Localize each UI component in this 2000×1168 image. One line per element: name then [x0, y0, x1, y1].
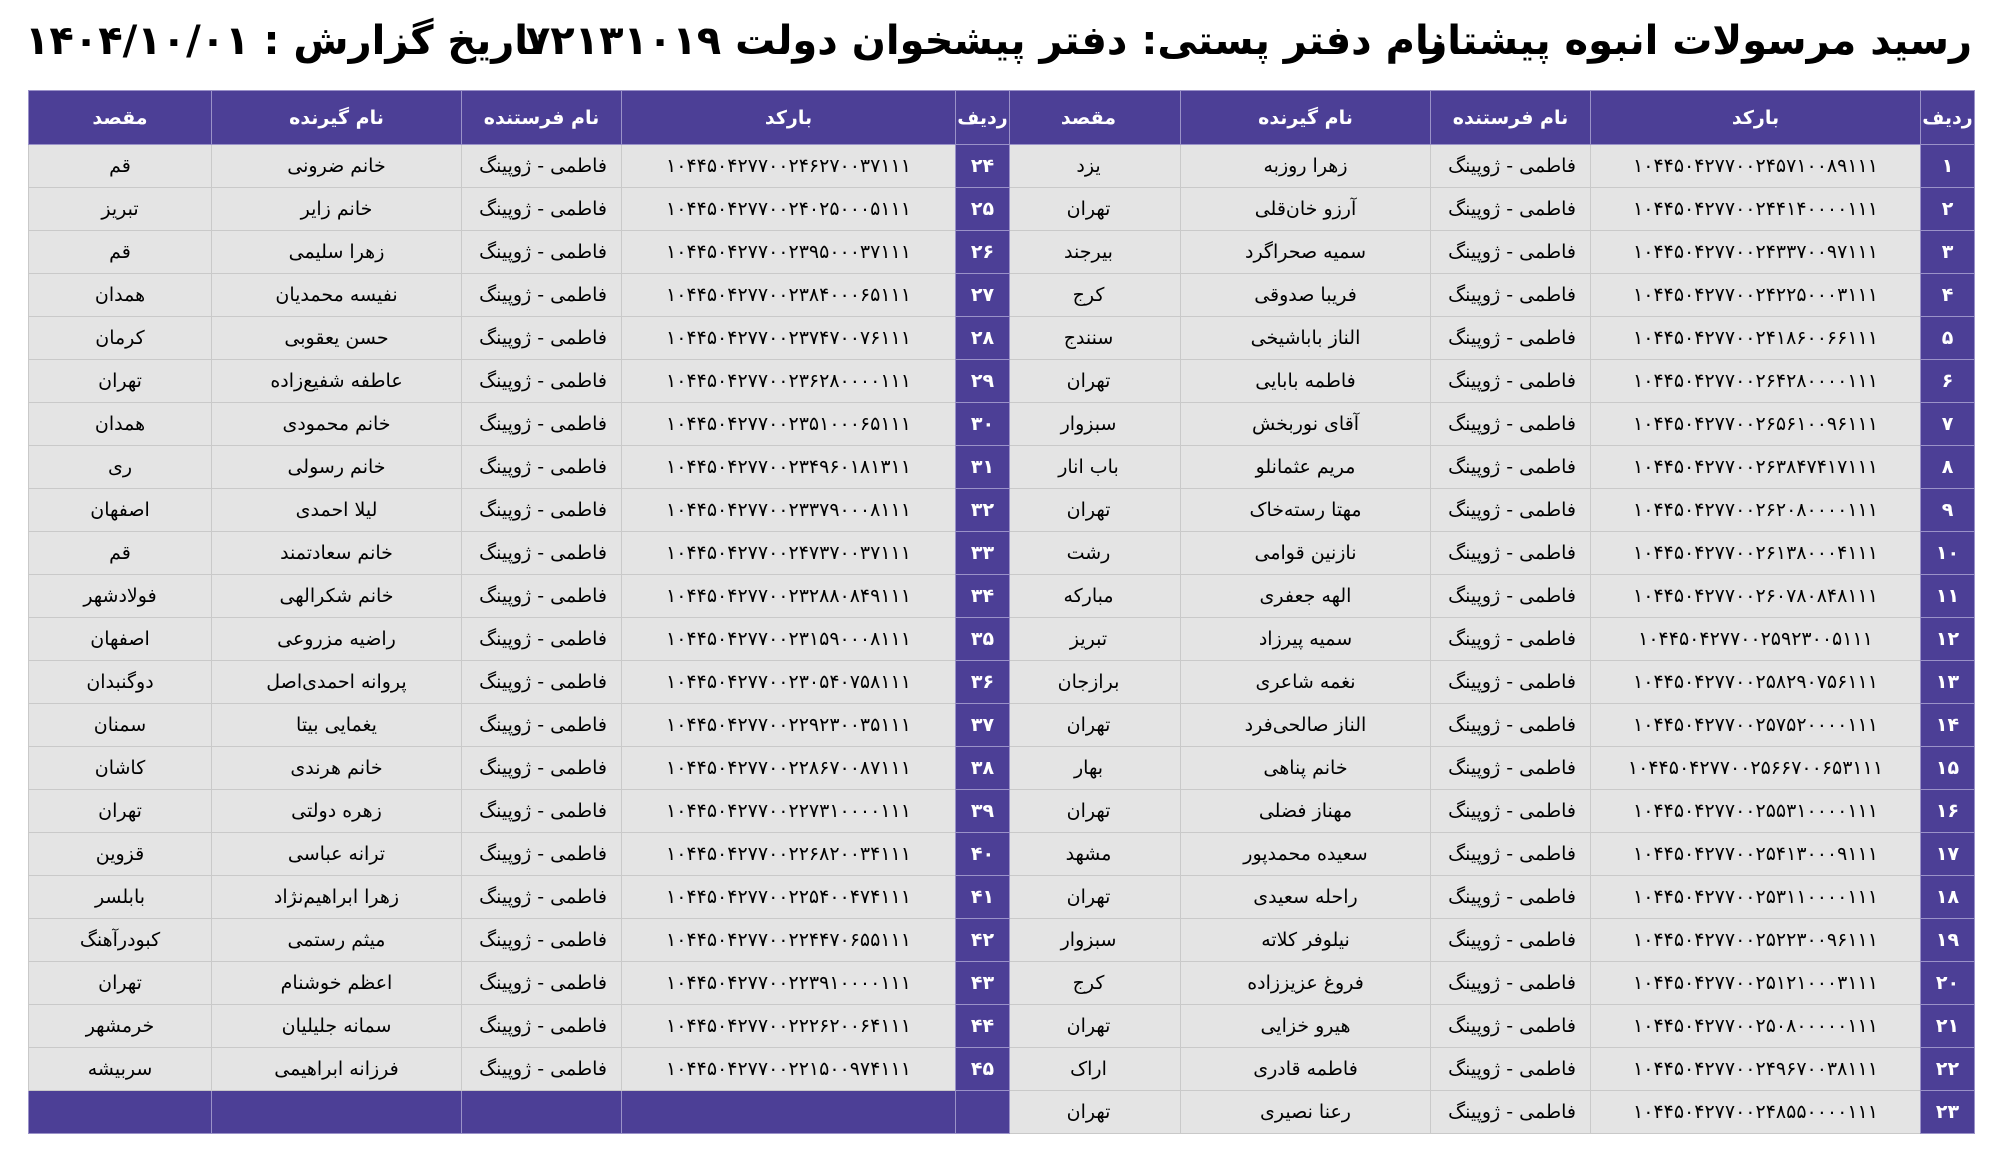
- row-number-cell: ۱۷: [1921, 833, 1975, 876]
- barcode-cell: ۱۰۴۴۵۰۴۲۷۷۰۰۲۳۲۸۸۰۸۴۹۱۱۱: [622, 575, 956, 618]
- destination-cell: همدان: [29, 274, 212, 317]
- destination-cell: تهران: [29, 790, 212, 833]
- sender-cell: فاطمی - ژوپینگ: [462, 876, 622, 919]
- table-row: [29, 962, 1010, 1005]
- row-number-cell: ۳: [1921, 231, 1975, 274]
- table-row: [997, 1048, 1975, 1091]
- sender-cell: فاطمی - ژوپینگ: [462, 1005, 622, 1048]
- receiver-cell: ترانه عباسی: [212, 833, 462, 876]
- sender-cell: فاطمی - ژوپینگ: [1431, 188, 1591, 231]
- barcode-cell: ۱۰۴۴۵۰۴۲۷۷۰۰۲۲۸۶۷۰۰۸۷۱۱۱: [622, 747, 956, 790]
- row-number-cell: ۳۹: [956, 790, 1010, 833]
- row-number-cell: ۲۳: [1921, 1091, 1975, 1134]
- col-header-row-number: ردیف: [1921, 91, 1975, 145]
- row-number-cell: ۳۴: [956, 575, 1010, 618]
- receiver-cell: سمیه صحراگرد: [1181, 231, 1431, 274]
- receiver-cell: فاطمه قادری: [1181, 1048, 1431, 1091]
- barcode-cell: ۱۰۴۴۵۰۴۲۷۷۰۰۲۶۵۶۱۰۰۹۶۱۱۱: [1591, 403, 1921, 446]
- row-number-cell: ۲۴: [956, 145, 1010, 188]
- barcode-cell: ۱۰۴۴۵۰۴۲۷۷۰۰۲۲۶۸۲۰۰۳۴۱۱۱: [622, 833, 956, 876]
- table-row: [997, 833, 1975, 876]
- receiver-cell: خانم زایر: [212, 188, 462, 231]
- barcode-cell: ۱۰۴۴۵۰۴۲۷۷۰۰۲۲۷۳۱۰۰۰۰۱۱۱: [622, 790, 956, 833]
- receiver-cell: فریبا صدوقی: [1181, 274, 1431, 317]
- barcode-cell: ۱۰۴۴۵۰۴۲۷۷۰۰۲۵۵۳۱۰۰۰۰۱۱۱: [1591, 790, 1921, 833]
- sender-cell: فاطمی - ژوپینگ: [462, 403, 622, 446]
- row-number-cell: ۲۰: [1921, 962, 1975, 1005]
- barcode-cell: ۱۰۴۴۵۰۴۲۷۷۰۰۲۳۱۵۹۰۰۰۸۱۱۱: [622, 618, 956, 661]
- sender-cell: فاطمی - ژوپینگ: [1431, 876, 1591, 919]
- table-row: [997, 919, 1975, 962]
- receiver-cell: خانم ضرونی: [212, 145, 462, 188]
- sender-cell: فاطمی - ژوپینگ: [462, 532, 622, 575]
- destination-cell: اصفهان: [29, 489, 212, 532]
- barcode-cell: ۱۰۴۴۵۰۴۲۷۷۰۰۲۶۴۲۸۰۰۰۰۱۱۱: [1591, 360, 1921, 403]
- sender-cell: فاطمی - ژوپینگ: [462, 188, 622, 231]
- table-row: [997, 446, 1975, 489]
- row-number-cell: ۱۲: [1921, 618, 1975, 661]
- destination-cell: باب انار: [997, 446, 1181, 489]
- table-row: [29, 446, 1010, 489]
- row-number-cell: ۶: [1921, 360, 1975, 403]
- barcode-cell: ۱۰۴۴۵۰۴۲۷۷۰۰۲۴۸۵۵۰۰۰۰۱۱۱: [1591, 1091, 1921, 1134]
- destination-cell: اراک: [997, 1048, 1181, 1091]
- row-number-cell: ۸: [1921, 446, 1975, 489]
- destination-cell: کرج: [997, 274, 1181, 317]
- col-header-sender: نام فرستنده: [1431, 91, 1591, 145]
- destination-cell: سنندج: [997, 317, 1181, 360]
- receiver-cell: لیلا احمدی: [212, 489, 462, 532]
- sender-cell: فاطمی - ژوپینگ: [1431, 618, 1591, 661]
- row-number-cell: ۳۲: [956, 489, 1010, 532]
- table-row: [997, 790, 1975, 833]
- row-number-cell: ۱: [1921, 145, 1975, 188]
- row-number-cell: ۴۴: [956, 1005, 1010, 1048]
- sender-cell: فاطمی - ژوپینگ: [1431, 317, 1591, 360]
- destination-cell: تبریز: [29, 188, 212, 231]
- barcode-cell: ۱۰۴۴۵۰۴۲۷۷۰۰۲۵۱۲۱۰۰۰۳۱۱۱: [1591, 962, 1921, 1005]
- row-number-cell: ۱۹: [1921, 919, 1975, 962]
- sender-cell: فاطمی - ژوپینگ: [1431, 274, 1591, 317]
- table-row: [997, 188, 1975, 231]
- row-number-cell: ۴۵: [956, 1048, 1010, 1091]
- row-number-cell: ۱۴: [1921, 704, 1975, 747]
- row-number-cell: ۱۸: [1921, 876, 1975, 919]
- table-row: [29, 317, 1010, 360]
- table-row: [997, 747, 1975, 790]
- table-row: [29, 618, 1010, 661]
- row-number-cell: ۷: [1921, 403, 1975, 446]
- barcode-cell: ۱۰۴۴۵۰۴۲۷۷۰۰۲۲۵۴۰۰۴۷۴۱۱۱: [622, 876, 956, 919]
- report-date: تاریخ گزارش : ۱۴۰۴/۱۰/۰۱: [25, 18, 545, 64]
- table-row: [29, 704, 1010, 747]
- barcode-cell: ۱۰۴۴۵۰۴۲۷۷۰۰۲۴۱۸۶۰۰۶۶۱۱۱: [1591, 317, 1921, 360]
- sender-cell: فاطمی - ژوپینگ: [1431, 360, 1591, 403]
- table-row: [29, 274, 1010, 317]
- report-title: رسید مرسولات انبوه پیشتاز: [1424, 18, 1972, 64]
- sender-cell: فاطمی - ژوپینگ: [462, 231, 622, 274]
- sender-cell: فاطمی - ژوپینگ: [1431, 1048, 1591, 1091]
- sender-cell: فاطمی - ژوپینگ: [1431, 747, 1591, 790]
- barcode-cell: ۱۰۴۴۵۰۴۲۷۷۰۰۲۴۴۱۴۰۰۰۰۱۱۱: [1591, 188, 1921, 231]
- destination-cell: قم: [29, 532, 212, 575]
- sender-cell: فاطمی - ژوپینگ: [462, 661, 622, 704]
- table-row: [29, 790, 1010, 833]
- receiver-cell: میثم رستمی: [212, 919, 462, 962]
- table-row: [29, 919, 1010, 962]
- col-header-sender: نام فرستنده: [462, 91, 622, 145]
- table-row: [29, 1005, 1010, 1048]
- destination-cell: مشهد: [997, 833, 1181, 876]
- destination-cell: بهار: [997, 747, 1181, 790]
- destination-cell: کاشان: [29, 747, 212, 790]
- table-row: [997, 360, 1975, 403]
- destination-cell: تهران: [997, 1005, 1181, 1048]
- row-number-cell: ۳۸: [956, 747, 1010, 790]
- receiver-cell: راضیه مزروعی: [212, 618, 462, 661]
- receiver-cell: عاطفه شفیع‌زاده: [212, 360, 462, 403]
- row-number-cell: ۲۶: [956, 231, 1010, 274]
- table-row: [29, 489, 1010, 532]
- report-header: [0, 0, 2000, 86]
- sender-cell: فاطمی - ژوپینگ: [1431, 1005, 1591, 1048]
- row-number-cell: ۱۰: [1921, 532, 1975, 575]
- row-number-cell: ۲۱: [1921, 1005, 1975, 1048]
- destination-cell: کرمان: [29, 317, 212, 360]
- receiver-cell: اعظم خوشنام: [212, 962, 462, 1005]
- barcode-cell: ۱۰۴۴۵۰۴۲۷۷۰۰۲۵۴۱۳۰۰۰۹۱۱۱: [1591, 833, 1921, 876]
- sender-cell: فاطمی - ژوپینگ: [1431, 1091, 1591, 1134]
- col-header-receiver: نام گیرنده: [212, 91, 462, 145]
- row-number-cell: ۲۸: [956, 317, 1010, 360]
- destination-cell: تهران: [29, 962, 212, 1005]
- row-number-cell: ۵: [1921, 317, 1975, 360]
- barcode-cell: ۱۰۴۴۵۰۴۲۷۷۰۰۲۵۶۶۷۰۰۶۵۳۱۱۱: [1591, 747, 1921, 790]
- receiver-cell: هیرو خزایی: [1181, 1005, 1431, 1048]
- barcode-cell: ۱۰۴۴۵۰۴۲۷۷۰۰۲۳۷۴۷۰۰۷۶۱۱۱: [622, 317, 956, 360]
- table-row: [997, 145, 1975, 188]
- barcode-cell: ۱۰۴۴۵۰۴۲۷۷۰۰۲۵۰۸۰۰۰۰۰۱۱۱: [1591, 1005, 1921, 1048]
- empty-cell: [622, 1091, 956, 1134]
- table-row: [29, 231, 1010, 274]
- destination-cell: فولادشهر: [29, 575, 212, 618]
- barcode-cell: ۱۰۴۴۵۰۴۲۷۷۰۰۲۳۶۲۸۰۰۰۰۱۱۱: [622, 360, 956, 403]
- destination-cell: تهران: [997, 1091, 1181, 1134]
- destination-cell: اصفهان: [29, 618, 212, 661]
- col-header-barcode: بارکد: [1591, 91, 1921, 145]
- receiver-cell: پروانه احمدی‌اصل: [212, 661, 462, 704]
- table-header-row: [29, 91, 1010, 145]
- sender-cell: فاطمی - ژوپینگ: [462, 919, 622, 962]
- sender-cell: فاطمی - ژوپینگ: [1431, 704, 1591, 747]
- table-row: [997, 532, 1975, 575]
- barcode-cell: ۱۰۴۴۵۰۴۲۷۷۰۰۲۳۴۹۶۰۱۸۱۳۱۱: [622, 446, 956, 489]
- row-number-cell: ۴۰: [956, 833, 1010, 876]
- sender-cell: فاطمی - ژوپینگ: [1431, 790, 1591, 833]
- receiver-cell: آرزو خان‌قلی: [1181, 188, 1431, 231]
- barcode-cell: ۱۰۴۴۵۰۴۲۷۷۰۰۲۳۹۵۰۰۰۳۷۱۱۱: [622, 231, 956, 274]
- barcode-cell: ۱۰۴۴۵۰۴۲۷۷۰۰۲۴۷۳۷۰۰۳۷۱۱۱: [622, 532, 956, 575]
- destination-cell: قزوین: [29, 833, 212, 876]
- destination-cell: تهران: [997, 188, 1181, 231]
- barcode-cell: ۱۰۴۴۵۰۴۲۷۷۰۰۲۴۵۷۱۰۰۸۹۱۱۱: [1591, 145, 1921, 188]
- barcode-cell: ۱۰۴۴۵۰۴۲۷۷۰۰۲۲۴۴۷۰۶۵۵۱۱۱: [622, 919, 956, 962]
- sender-cell: فاطمی - ژوپینگ: [462, 360, 622, 403]
- table-row: [997, 317, 1975, 360]
- row-number-cell: ۴۲: [956, 919, 1010, 962]
- destination-cell: تهران: [997, 704, 1181, 747]
- receiver-cell: خانم هرندی: [212, 747, 462, 790]
- table-row: [29, 1048, 1010, 1091]
- col-header-destination: مقصد: [29, 91, 212, 145]
- row-number-cell: ۴: [1921, 274, 1975, 317]
- receiver-cell: فاطمه بابایی: [1181, 360, 1431, 403]
- table-row: [997, 489, 1975, 532]
- sender-cell: فاطمی - ژوپینگ: [462, 618, 622, 661]
- destination-cell: تهران: [997, 360, 1181, 403]
- destination-cell: سمنان: [29, 704, 212, 747]
- destination-cell: تهران: [29, 360, 212, 403]
- col-header-row-number: ردیف: [956, 91, 1010, 145]
- barcode-cell: ۱۰۴۴۵۰۴۲۷۷۰۰۲۲۱۵۰۰۹۷۴۱۱۱: [622, 1048, 956, 1091]
- receiver-cell: آقای نوربخش: [1181, 403, 1431, 446]
- receiver-cell: راحله سعیدی: [1181, 876, 1431, 919]
- barcode-cell: ۱۰۴۴۵۰۴۲۷۷۰۰۲۵۸۲۹۰۷۵۶۱۱۱: [1591, 661, 1921, 704]
- receiver-cell: مریم عثمانلو: [1181, 446, 1431, 489]
- row-number-cell: ۲۹: [956, 360, 1010, 403]
- sender-cell: فاطمی - ژوپینگ: [462, 446, 622, 489]
- row-number-cell: ۱۳: [1921, 661, 1975, 704]
- sender-cell: فاطمی - ژوپینگ: [1431, 661, 1591, 704]
- col-header-barcode: بارکد: [622, 91, 956, 145]
- destination-cell: بابلسر: [29, 876, 212, 919]
- barcode-cell: ۱۰۴۴۵۰۴۲۷۷۰۰۲۵۹۲۳۰۰۵۱۱۱: [1591, 618, 1921, 661]
- receiver-cell: زهرا ابراهیم‌نژاد: [212, 876, 462, 919]
- receiver-cell: فروغ عزیززاده: [1181, 962, 1431, 1005]
- sender-cell: فاطمی - ژوپینگ: [462, 962, 622, 1005]
- table-row: [997, 876, 1975, 919]
- empty-cell: [462, 1091, 622, 1134]
- row-number-cell: ۴۱: [956, 876, 1010, 919]
- receiver-cell: نفیسه محمدیان: [212, 274, 462, 317]
- table-row: [29, 747, 1010, 790]
- empty-cell: [212, 1091, 462, 1134]
- receiver-cell: خانم پناهی: [1181, 747, 1431, 790]
- barcode-cell: ۱۰۴۴۵۰۴۲۷۷۰۰۲۶۲۰۸۰۰۰۰۱۱۱: [1591, 489, 1921, 532]
- receiver-cell: خانم محمودی: [212, 403, 462, 446]
- receiver-cell: یغمایی بیتا: [212, 704, 462, 747]
- sender-cell: فاطمی - ژوپینگ: [462, 1048, 622, 1091]
- barcode-cell: ۱۰۴۴۵۰۴۲۷۷۰۰۲۳۳۷۹۰۰۰۸۱۱۱: [622, 489, 956, 532]
- barcode-cell: ۱۰۴۴۵۰۴۲۷۷۰۰۲۳۸۴۰۰۰۶۵۱۱۱: [622, 274, 956, 317]
- table-row: [29, 360, 1010, 403]
- empty-cell: [29, 1091, 212, 1134]
- row-number-cell: ۱۵: [1921, 747, 1975, 790]
- receiver-cell: خانم شکرالهی: [212, 575, 462, 618]
- row-number-cell: ۳۱: [956, 446, 1010, 489]
- barcode-cell: ۱۰۴۴۵۰۴۲۷۷۰۰۲۳۰۵۴۰۷۵۸۱۱۱: [622, 661, 956, 704]
- table-row: [997, 1091, 1975, 1134]
- row-number-cell: ۳۷: [956, 704, 1010, 747]
- table-row: [29, 575, 1010, 618]
- destination-cell: کرج: [997, 962, 1181, 1005]
- receiver-cell: الناز باباشیخی: [1181, 317, 1431, 360]
- sender-cell: فاطمی - ژوپینگ: [1431, 833, 1591, 876]
- receiver-cell: زهرا روزبه: [1181, 145, 1431, 188]
- row-number-cell: ۱۱: [1921, 575, 1975, 618]
- destination-cell: قم: [29, 145, 212, 188]
- destination-cell: سبزوار: [997, 919, 1181, 962]
- sender-cell: فاطمی - ژوپینگ: [462, 489, 622, 532]
- receiver-cell: فرزانه ابراهیمی: [212, 1048, 462, 1091]
- table-row: [997, 1005, 1975, 1048]
- table-row: [29, 188, 1010, 231]
- destination-cell: برازجان: [997, 661, 1181, 704]
- sender-cell: فاطمی - ژوپینگ: [462, 317, 622, 360]
- table-row: [29, 403, 1010, 446]
- empty-cell: [956, 1091, 1010, 1134]
- destination-cell: رشت: [997, 532, 1181, 575]
- receiver-cell: نازنین قوامی: [1181, 532, 1431, 575]
- destination-cell: همدان: [29, 403, 212, 446]
- shipments-table-right: [996, 90, 1975, 1134]
- sender-cell: فاطمی - ژوپینگ: [462, 747, 622, 790]
- post-office-name: نام دفتر پستی: دفتر پیشخوان دولت ۷۲۱۳۱۰۱۹: [525, 18, 1445, 64]
- sender-cell: فاطمی - ژوپینگ: [1431, 532, 1591, 575]
- sender-cell: فاطمی - ژوپینگ: [1431, 446, 1591, 489]
- sender-cell: فاطمی - ژوپینگ: [462, 145, 622, 188]
- sender-cell: فاطمی - ژوپینگ: [462, 274, 622, 317]
- receiver-cell: سمانه جلیلیان: [212, 1005, 462, 1048]
- table-row: [997, 403, 1975, 446]
- barcode-cell: ۱۰۴۴۵۰۴۲۷۷۰۰۲۶۰۷۸۰۸۴۸۱۱۱: [1591, 575, 1921, 618]
- destination-cell: تهران: [997, 790, 1181, 833]
- col-header-receiver: نام گیرنده: [1181, 91, 1431, 145]
- sender-cell: فاطمی - ژوپینگ: [1431, 231, 1591, 274]
- receiver-cell: مهتا رسته‌خاک: [1181, 489, 1431, 532]
- destination-cell: یزد: [997, 145, 1181, 188]
- table-row: [997, 704, 1975, 747]
- row-number-cell: ۱۶: [1921, 790, 1975, 833]
- barcode-cell: ۱۰۴۴۵۰۴۲۷۷۰۰۲۴۳۳۷۰۰۹۷۱۱۱: [1591, 231, 1921, 274]
- receiver-cell: زهره دولتی: [212, 790, 462, 833]
- row-number-cell: ۲۷: [956, 274, 1010, 317]
- barcode-cell: ۱۰۴۴۵۰۴۲۷۷۰۰۲۶۳۸۴۷۴۱۷۱۱۱: [1591, 446, 1921, 489]
- barcode-cell: ۱۰۴۴۵۰۴۲۷۷۰۰۲۴۶۲۷۰۰۳۷۱۱۱: [622, 145, 956, 188]
- destination-cell: تهران: [997, 876, 1181, 919]
- destination-cell: سربیشه: [29, 1048, 212, 1091]
- sender-cell: فاطمی - ژوپینگ: [462, 704, 622, 747]
- table-row: [997, 231, 1975, 274]
- receiver-cell: الهه جعفری: [1181, 575, 1431, 618]
- sender-cell: فاطمی - ژوپینگ: [1431, 489, 1591, 532]
- table-row: [997, 618, 1975, 661]
- row-number-cell: ۹: [1921, 489, 1975, 532]
- barcode-cell: ۱۰۴۴۵۰۴۲۷۷۰۰۲۲۲۶۲۰۰۶۴۱۱۱: [622, 1005, 956, 1048]
- row-number-cell: ۲۲: [1921, 1048, 1975, 1091]
- row-number-cell: ۴۳: [956, 962, 1010, 1005]
- table-header-row: [997, 91, 1975, 145]
- destination-cell: تبریز: [997, 618, 1181, 661]
- barcode-cell: ۱۰۴۴۵۰۴۲۷۷۰۰۲۴۰۲۵۰۰۰۵۱۱۱: [622, 188, 956, 231]
- receiver-cell: زهرا سلیمی: [212, 231, 462, 274]
- destination-cell: ری: [29, 446, 212, 489]
- table-row: [997, 274, 1975, 317]
- row-number-cell: ۳۳: [956, 532, 1010, 575]
- table-row: [997, 661, 1975, 704]
- receiver-cell: حسن یعقوبی: [212, 317, 462, 360]
- barcode-cell: ۱۰۴۴۵۰۴۲۷۷۰۰۲۴۹۶۷۰۰۳۸۱۱۱: [1591, 1048, 1921, 1091]
- destination-cell: دوگنبدان: [29, 661, 212, 704]
- sender-cell: فاطمی - ژوپینگ: [462, 833, 622, 876]
- barcode-cell: ۱۰۴۴۵۰۴۲۷۷۰۰۲۵۳۱۱۰۰۰۰۱۱۱: [1591, 876, 1921, 919]
- destination-cell: مبارکه: [997, 575, 1181, 618]
- table-empty-row: [29, 1091, 1010, 1134]
- receiver-cell: خانم رسولی: [212, 446, 462, 489]
- sender-cell: فاطمی - ژوپینگ: [1431, 575, 1591, 618]
- row-number-cell: ۲۵: [956, 188, 1010, 231]
- barcode-cell: ۱۰۴۴۵۰۴۲۷۷۰۰۲۲۹۲۳۰۰۳۵۱۱۱: [622, 704, 956, 747]
- row-number-cell: ۲: [1921, 188, 1975, 231]
- barcode-cell: ۱۰۴۴۵۰۴۲۷۷۰۰۲۴۲۲۵۰۰۰۳۱۱۱: [1591, 274, 1921, 317]
- sender-cell: فاطمی - ژوپینگ: [1431, 962, 1591, 1005]
- destination-cell: بیرجند: [997, 231, 1181, 274]
- sender-cell: فاطمی - ژوپینگ: [462, 790, 622, 833]
- table-row: [29, 532, 1010, 575]
- row-number-cell: ۳۶: [956, 661, 1010, 704]
- col-header-destination: مقصد: [997, 91, 1181, 145]
- barcode-cell: ۱۰۴۴۵۰۴۲۷۷۰۰۲۶۱۳۸۰۰۰۴۱۱۱: [1591, 532, 1921, 575]
- receiver-cell: نغمه شاعری: [1181, 661, 1431, 704]
- table-row: [997, 575, 1975, 618]
- sender-cell: فاطمی - ژوپینگ: [1431, 145, 1591, 188]
- shipments-table-left: [28, 90, 1010, 1134]
- receiver-cell: سعیده محمدپور: [1181, 833, 1431, 876]
- barcode-cell: ۱۰۴۴۵۰۴۲۷۷۰۰۲۳۵۱۰۰۰۶۵۱۱۱: [622, 403, 956, 446]
- receiver-cell: الناز صالحی‌فرد: [1181, 704, 1431, 747]
- table-row: [29, 876, 1010, 919]
- destination-cell: سبزوار: [997, 403, 1181, 446]
- barcode-cell: ۱۰۴۴۵۰۴۲۷۷۰۰۲۵۷۵۲۰۰۰۰۱۱۱: [1591, 704, 1921, 747]
- receiver-cell: سمیه پیرزاد: [1181, 618, 1431, 661]
- receiver-cell: مهناز فضلی: [1181, 790, 1431, 833]
- table-row: [997, 962, 1975, 1005]
- row-number-cell: ۳۵: [956, 618, 1010, 661]
- destination-cell: کبودرآهنگ: [29, 919, 212, 962]
- destination-cell: قم: [29, 231, 212, 274]
- receiver-cell: رعنا نصیری: [1181, 1091, 1431, 1134]
- table-row: [29, 661, 1010, 704]
- receiver-cell: نیلوفر کلاته: [1181, 919, 1431, 962]
- table-row: [29, 145, 1010, 188]
- sender-cell: فاطمی - ژوپینگ: [1431, 919, 1591, 962]
- barcode-cell: ۱۰۴۴۵۰۴۲۷۷۰۰۲۲۳۹۱۰۰۰۰۱۱۱: [622, 962, 956, 1005]
- table-row: [29, 833, 1010, 876]
- sender-cell: فاطمی - ژوپینگ: [462, 575, 622, 618]
- destination-cell: خرمشهر: [29, 1005, 212, 1048]
- row-number-cell: ۳۰: [956, 403, 1010, 446]
- sender-cell: فاطمی - ژوپینگ: [1431, 403, 1591, 446]
- barcode-cell: ۱۰۴۴۵۰۴۲۷۷۰۰۲۵۲۲۳۰۰۹۶۱۱۱: [1591, 919, 1921, 962]
- receiver-cell: خانم سعادتمند: [212, 532, 462, 575]
- destination-cell: تهران: [997, 489, 1181, 532]
